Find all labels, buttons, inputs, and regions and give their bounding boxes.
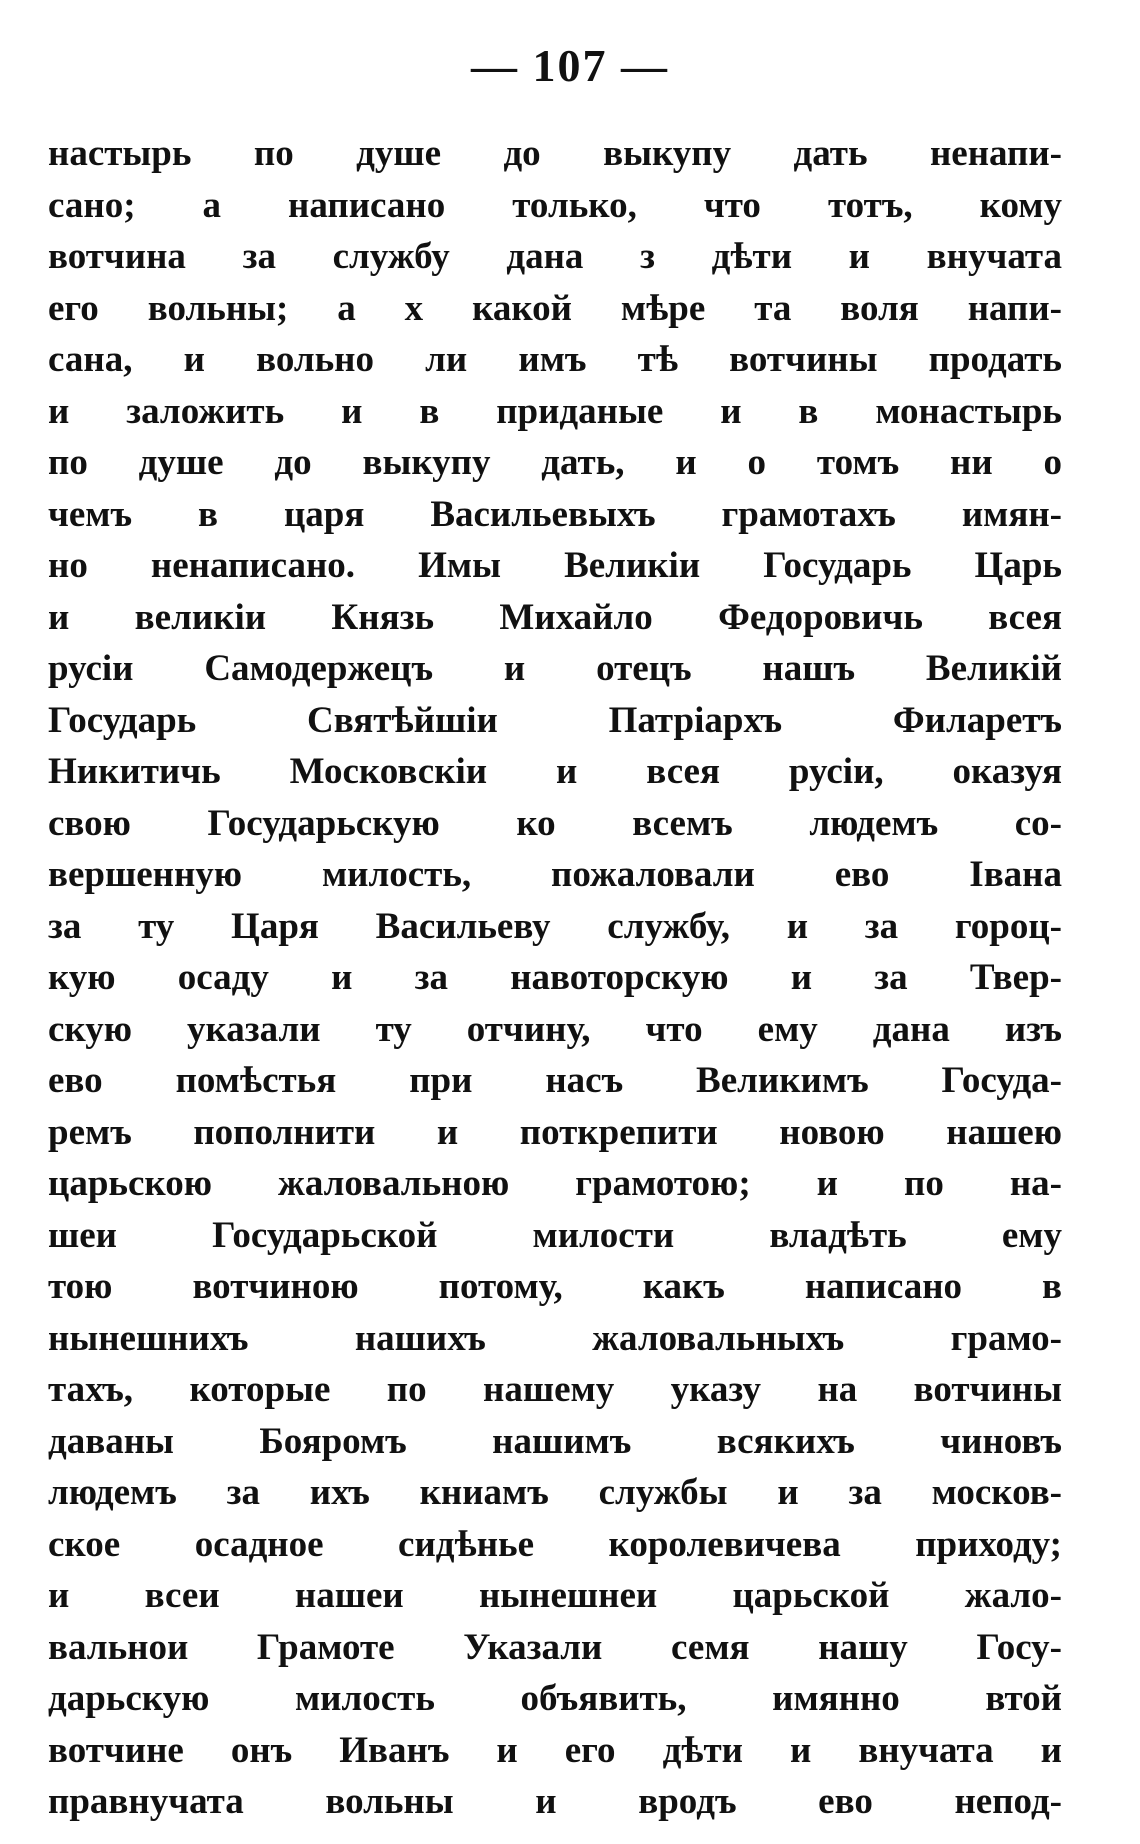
text-line: сана, и вольно ли имъ тѣ вотчины продать — [48, 339, 1062, 380]
text-line: дарьскую милость объявить, имянно втой — [48, 1678, 1062, 1719]
text-line: Никитичь Московскіи и всея русіи, оказуя — [48, 751, 1062, 792]
text-line: вотчина за службу дана з дѣти и внучата — [48, 236, 1062, 277]
text-line: по душе до выкупу дать, и о томъ ни о — [48, 442, 1062, 483]
text-line: сано; а написано только, что тотъ, кому — [48, 184, 1062, 226]
text-line: нынешнихъ нашихъ жаловальныхъ грамо- — [48, 1317, 1062, 1359]
text-line: чемъ в царя Васильевыхъ грамотахъ имян- — [48, 493, 1062, 535]
text-line: Государь Святѣйшіи Патріархъ Филаретъ — [48, 699, 1062, 741]
text-line: и великіи Князь Михайло Федоровичь всея — [48, 596, 1062, 638]
text-line: ское осадное сидѣнье королевичева приходу; — [48, 1523, 1062, 1565]
text-line: кую осаду и за навоторскую и за Твер- — [48, 957, 1062, 998]
text-line: его вольны; а х какой мѣре та воля напи- — [48, 287, 1062, 329]
text-line: правнучата вольны и вродъ ево непод- — [48, 1781, 1062, 1822]
text-line: царьскою жаловальною грамотою; и по на- — [48, 1163, 1062, 1204]
text-line: настырь по душе до выкупу дать ненапи- — [48, 133, 1062, 174]
text-line: и всеи нашеи нынешнеи царьской жало- — [48, 1575, 1062, 1616]
text-line: скую указали ту отчину, что ему дана изъ — [48, 1008, 1062, 1050]
text-line: и заложить и в приданые и в монастырь — [48, 390, 1062, 432]
body-text — [48, 128, 1062, 1828]
text-line: ремъ пополнити и поткрепити новою нашею — [48, 1111, 1062, 1153]
text-line: русіи Самодержецъ и отецъ нашъ Великій — [48, 648, 1062, 689]
text-line: ево помѣстья при насъ Великимъ Госуда- — [48, 1060, 1062, 1101]
text-line: шеи Государьской милости владѣть ему — [48, 1214, 1062, 1256]
text-line: вальнои Грамоте Указали семя нашу Госу- — [48, 1626, 1062, 1668]
text-line: вершенную милость, пожаловали ево Івана — [48, 854, 1062, 895]
text-line: но ненаписано. Имы Великіи Государь Царь — [48, 545, 1062, 586]
text-line: тахъ, которые по нашему указу на вотчины — [48, 1369, 1062, 1410]
text-line: тою вотчиною потому, какъ написано в — [48, 1266, 1062, 1307]
text-line: за ту Царя Васильеву службу, и за гороц- — [48, 905, 1062, 947]
text-line: даваны Бояромъ нашимъ всякихъ чиновъ — [48, 1420, 1062, 1462]
page-number: — 107 — — [471, 40, 669, 91]
text-line: вотчине онъ Иванъ и его дѣти и внучата и — [48, 1729, 1062, 1771]
text-line: свою Государьскую ко всемъ людемъ со- — [48, 802, 1062, 844]
text-line: людемъ за ихъ книамъ службы и за москов- — [48, 1472, 1062, 1513]
